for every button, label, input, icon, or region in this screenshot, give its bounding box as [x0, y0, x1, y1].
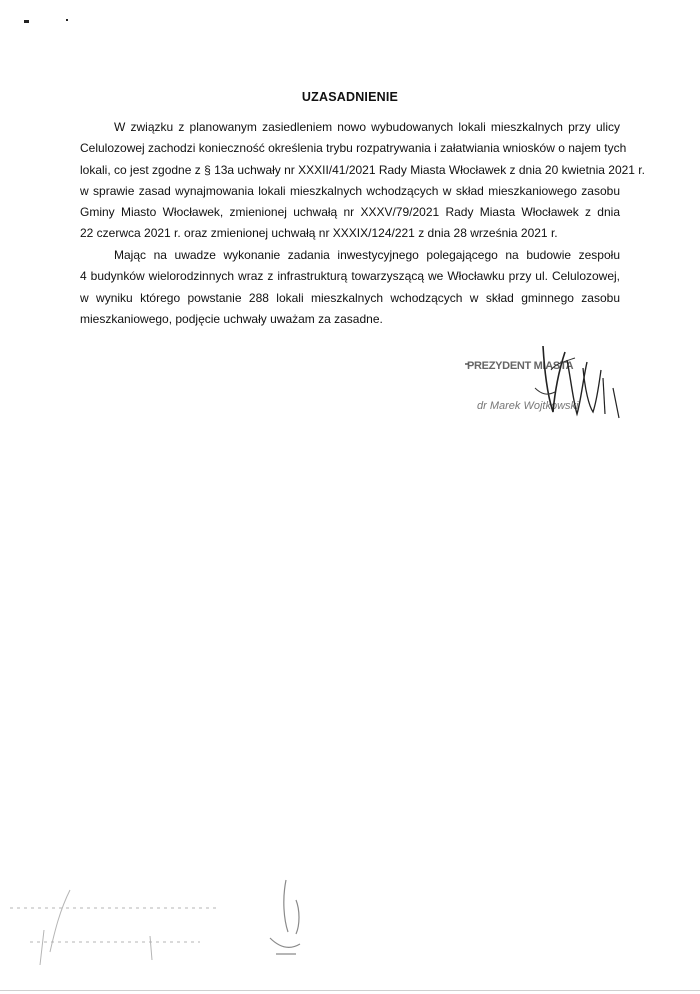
mayor-signature — [455, 340, 625, 430]
stamp-line-title: PREZYDENT MIASTA — [467, 360, 574, 372]
paragraph-line: 4 budynków wielorodzinnych wraz z infrastrukturą towarzyszącą we Włocławku przy ul. Celulozowej, — [80, 269, 620, 284]
paragraph-line: 22 czerwca 2021 r. oraz zmienionej uchwałą nr XXXIX/124/221 z dnia 28 września 2021 r. — [80, 226, 558, 241]
paragraph-line: Gminy Miasto Włocławek, zmienionej uchwałą nr XXXV/79/2021 Rady Miasta Włocławek z dnia — [80, 205, 620, 220]
paragraph-line: w sprawie zasad wynajmowania lokali mieszkalnych wchodzących w skład mieszkaniowego zasobu — [80, 183, 620, 198]
paragraph-investment — [80, 245, 620, 330]
paragraph-line: lokali, co jest zgodne z § 13a uchwały nr XXXII/41/2021 Rady Miasta Włocławek z dnia 20 kwietnia 2021 r. — [80, 162, 645, 177]
paragraph-justification — [80, 117, 645, 245]
paragraph-line: mieszkaniowego, podjęcie uchwały uważam za zasadne. — [80, 311, 383, 326]
document-title: UZASADNIENIE — [301, 90, 399, 104]
scan-mark — [66, 19, 68, 21]
handwritten-signature-icon — [455, 340, 625, 430]
paragraph-line: w wyniku którego powstanie 288 lokali mieszkalnych wchodzących w skład gminnego zasobu — [80, 290, 620, 305]
paragraph-line: Mając na uwadze wykonanie zadania inwestycyjnego polegającego na budowie zespołu — [114, 248, 620, 262]
stamp-line-name: dr Marek Wojtkowski — [477, 400, 579, 412]
faint-approval-stamp-icon — [0, 870, 330, 970]
scan-mark — [24, 20, 29, 23]
paragraph-line: W związku z planowanym zasiedleniem nowo wybudowanych lokali mieszkalnych przy ulicy — [114, 120, 620, 134]
page-edge-line — [0, 990, 700, 991]
paragraph-line: Celulozowej zachodzi konieczność określenia trybu rozpatrywania i załatwiania wniosków o najem tych — [80, 141, 627, 156]
